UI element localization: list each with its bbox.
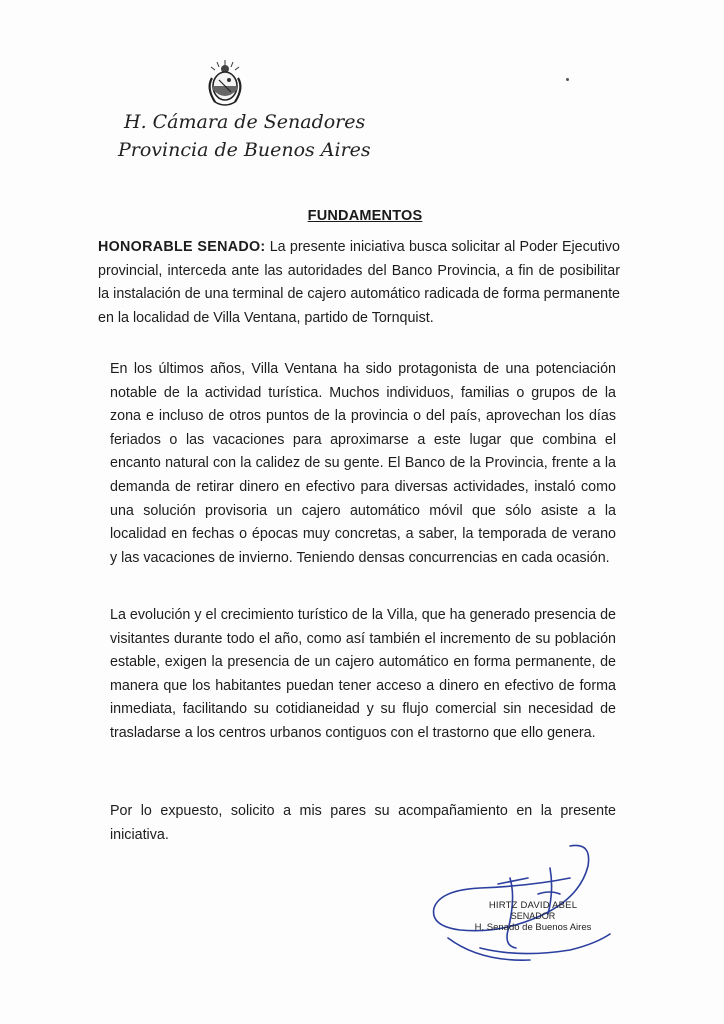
intro-text: La presente iniciativa busca solicitar al Poder Ejecutivo provincial, interceda ante las autoridades del Banco Provincia, a fin de posibilitar la instalación de una terminal de cajero automático radicada de forma permanente en la localidad de Villa Ventana, partido de Tornquist. xyxy=(98,239,620,326)
signer-institution: H. Senado de Buenos Aires xyxy=(474,922,592,933)
signer-name: HIRTZ DAVID ABEL xyxy=(488,900,578,911)
letterhead-chamber: H. Cámara de Senadores xyxy=(124,111,366,133)
intro-lead: HONORABLE SENADO: xyxy=(98,239,266,255)
paragraph-4-text: Por lo expuesto, solicito a mis pares su acompañamiento en la presente iniciativa. xyxy=(110,803,616,843)
scan-speck xyxy=(566,78,569,81)
title-text: FUNDAMENTOS xyxy=(307,208,423,224)
signature-stamp xyxy=(458,900,608,933)
signer-role: SENADOR xyxy=(510,911,556,921)
paragraph-2 xyxy=(110,358,616,570)
paragraph-3 xyxy=(110,604,616,746)
paragraph-3-text: La evolución y el crecimiento turístico de la Villa, que ha generado presencia de visitantes durante todo el año, como así también el incremento de su población estable, exigen la presencia de un cajero automático en forma permanente, de manera que los habitantes puedan tener acceso a dinero en efectivo de forma inmediata, facilitando su cotidianeidad y su flujo comercial sin necesidad de trasladarse a los centros urbanos contiguos con el trastorno que ello genera. xyxy=(110,607,616,741)
letterhead-province: Provincia de Buenos Aires xyxy=(118,139,371,161)
document-title xyxy=(0,208,724,224)
intro-paragraph xyxy=(98,236,620,330)
paragraph-2-text: En los últimos años, Villa Ventana ha sido protagonista de una potenciación notable de la actividad turística. Muchos individuos, familias o grupos de la zona e incluso de otros puntos de la provincia o del país, aprovechan los días feriados o las vacaciones para aproximarse a este lugar que combina el encanto natural con la calidez de su gente. El Banco de la Provincia, frente a la demanda de retirar dinero en efectivo para diversas actividades, instaló como una solución provisoria un cajero automático móvil que sólo asiste a la localidad en fechas o épocas muy concretas, a saber, la temporada de verano y las vacaciones de invierno. Teniendo densas concurrencias en cada ocasión. xyxy=(110,361,616,566)
letterhead xyxy=(118,108,371,164)
argentine-coat-of-arms-icon xyxy=(203,58,247,110)
